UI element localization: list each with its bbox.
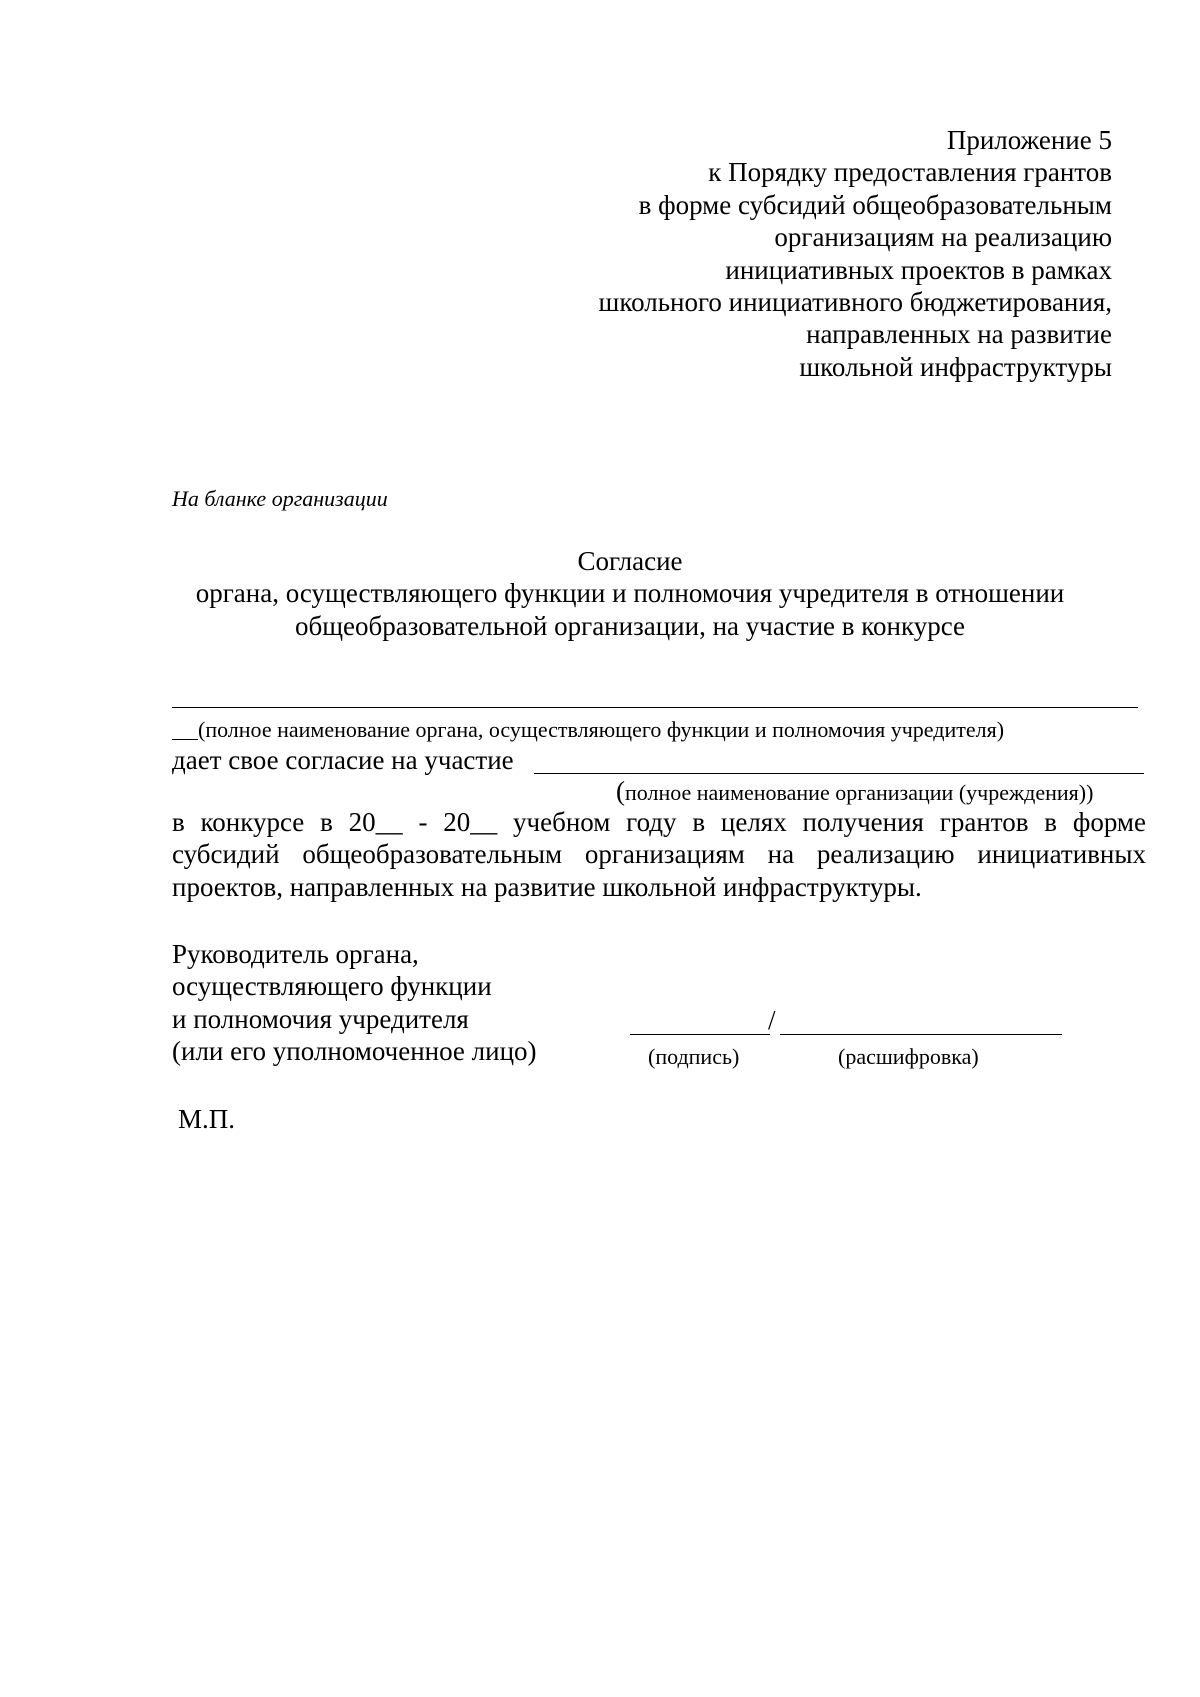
appendix-line: направленных на развитие [806, 319, 1112, 350]
paragraph-line: субсидий общеобразовательным организациям на реализацию инициативных [172, 839, 1146, 870]
appendix-line: школьной инфраструктуры [799, 351, 1112, 382]
signer-line: Руководитель органа, [172, 939, 419, 969]
caption-paren: ( [616, 776, 625, 806]
appendix-line: инициативных проектов в рамках [725, 254, 1112, 285]
signer-line: (или его уполномоченное лицо) [172, 1036, 537, 1067]
appendix-line: к Порядку предоставления грантов [708, 157, 1112, 188]
caption-text: полное наименование организации (учреждения)) [625, 780, 1094, 805]
organ-name-line [172, 707, 1138, 708]
appendix-line: Приложение 5 [946, 125, 1112, 155]
appendix-line: в форме субсидий общеобразовательным [638, 189, 1112, 220]
letterhead-note: На бланке организации [172, 486, 388, 511]
decoding-line [780, 1034, 1062, 1035]
consent-label: дает свое согласие на участие [172, 745, 514, 775]
signature-caption: (подпись) [648, 1044, 740, 1069]
consent-paragraph [172, 806, 1146, 903]
decoding-caption: (расшифровка) [838, 1044, 979, 1069]
stamp-label: М.П. [178, 1104, 236, 1134]
paragraph-line: проектов, направленных на развитие школьной инфраструктуры. [172, 871, 922, 902]
appendix-line: школьного инициативного бюджетирования, [598, 287, 1112, 318]
signer-line: и полномочия учредителя [172, 1003, 469, 1034]
title-line: органа, осуществляющего функции и полномочия учредителя в отношении [195, 578, 1065, 609]
paragraph-line: в конкурсе в 20__ - 20__ учебном году в целях получения грантов в форме [172, 807, 1146, 837]
signer-line: осуществляющего функции [172, 971, 492, 1002]
organ-name-caption: (полное наименование органа, осуществляющего функции и полномочия учредителя) [198, 717, 1005, 742]
organization-name-line [534, 773, 1144, 774]
organ-caption-underscore [172, 739, 198, 740]
appendix-header [599, 124, 1112, 383]
appendix-line: организациям на реализацию [774, 222, 1112, 253]
document-title [140, 545, 1120, 642]
signature-separator: / [768, 1005, 776, 1035]
title-line: общеобразовательной организации, на участие в конкурсе [294, 610, 966, 641]
signature-line [630, 1034, 770, 1035]
signer-block [172, 938, 537, 1068]
organization-name-caption [616, 776, 1093, 807]
title-heading: Согласие [577, 546, 683, 576]
